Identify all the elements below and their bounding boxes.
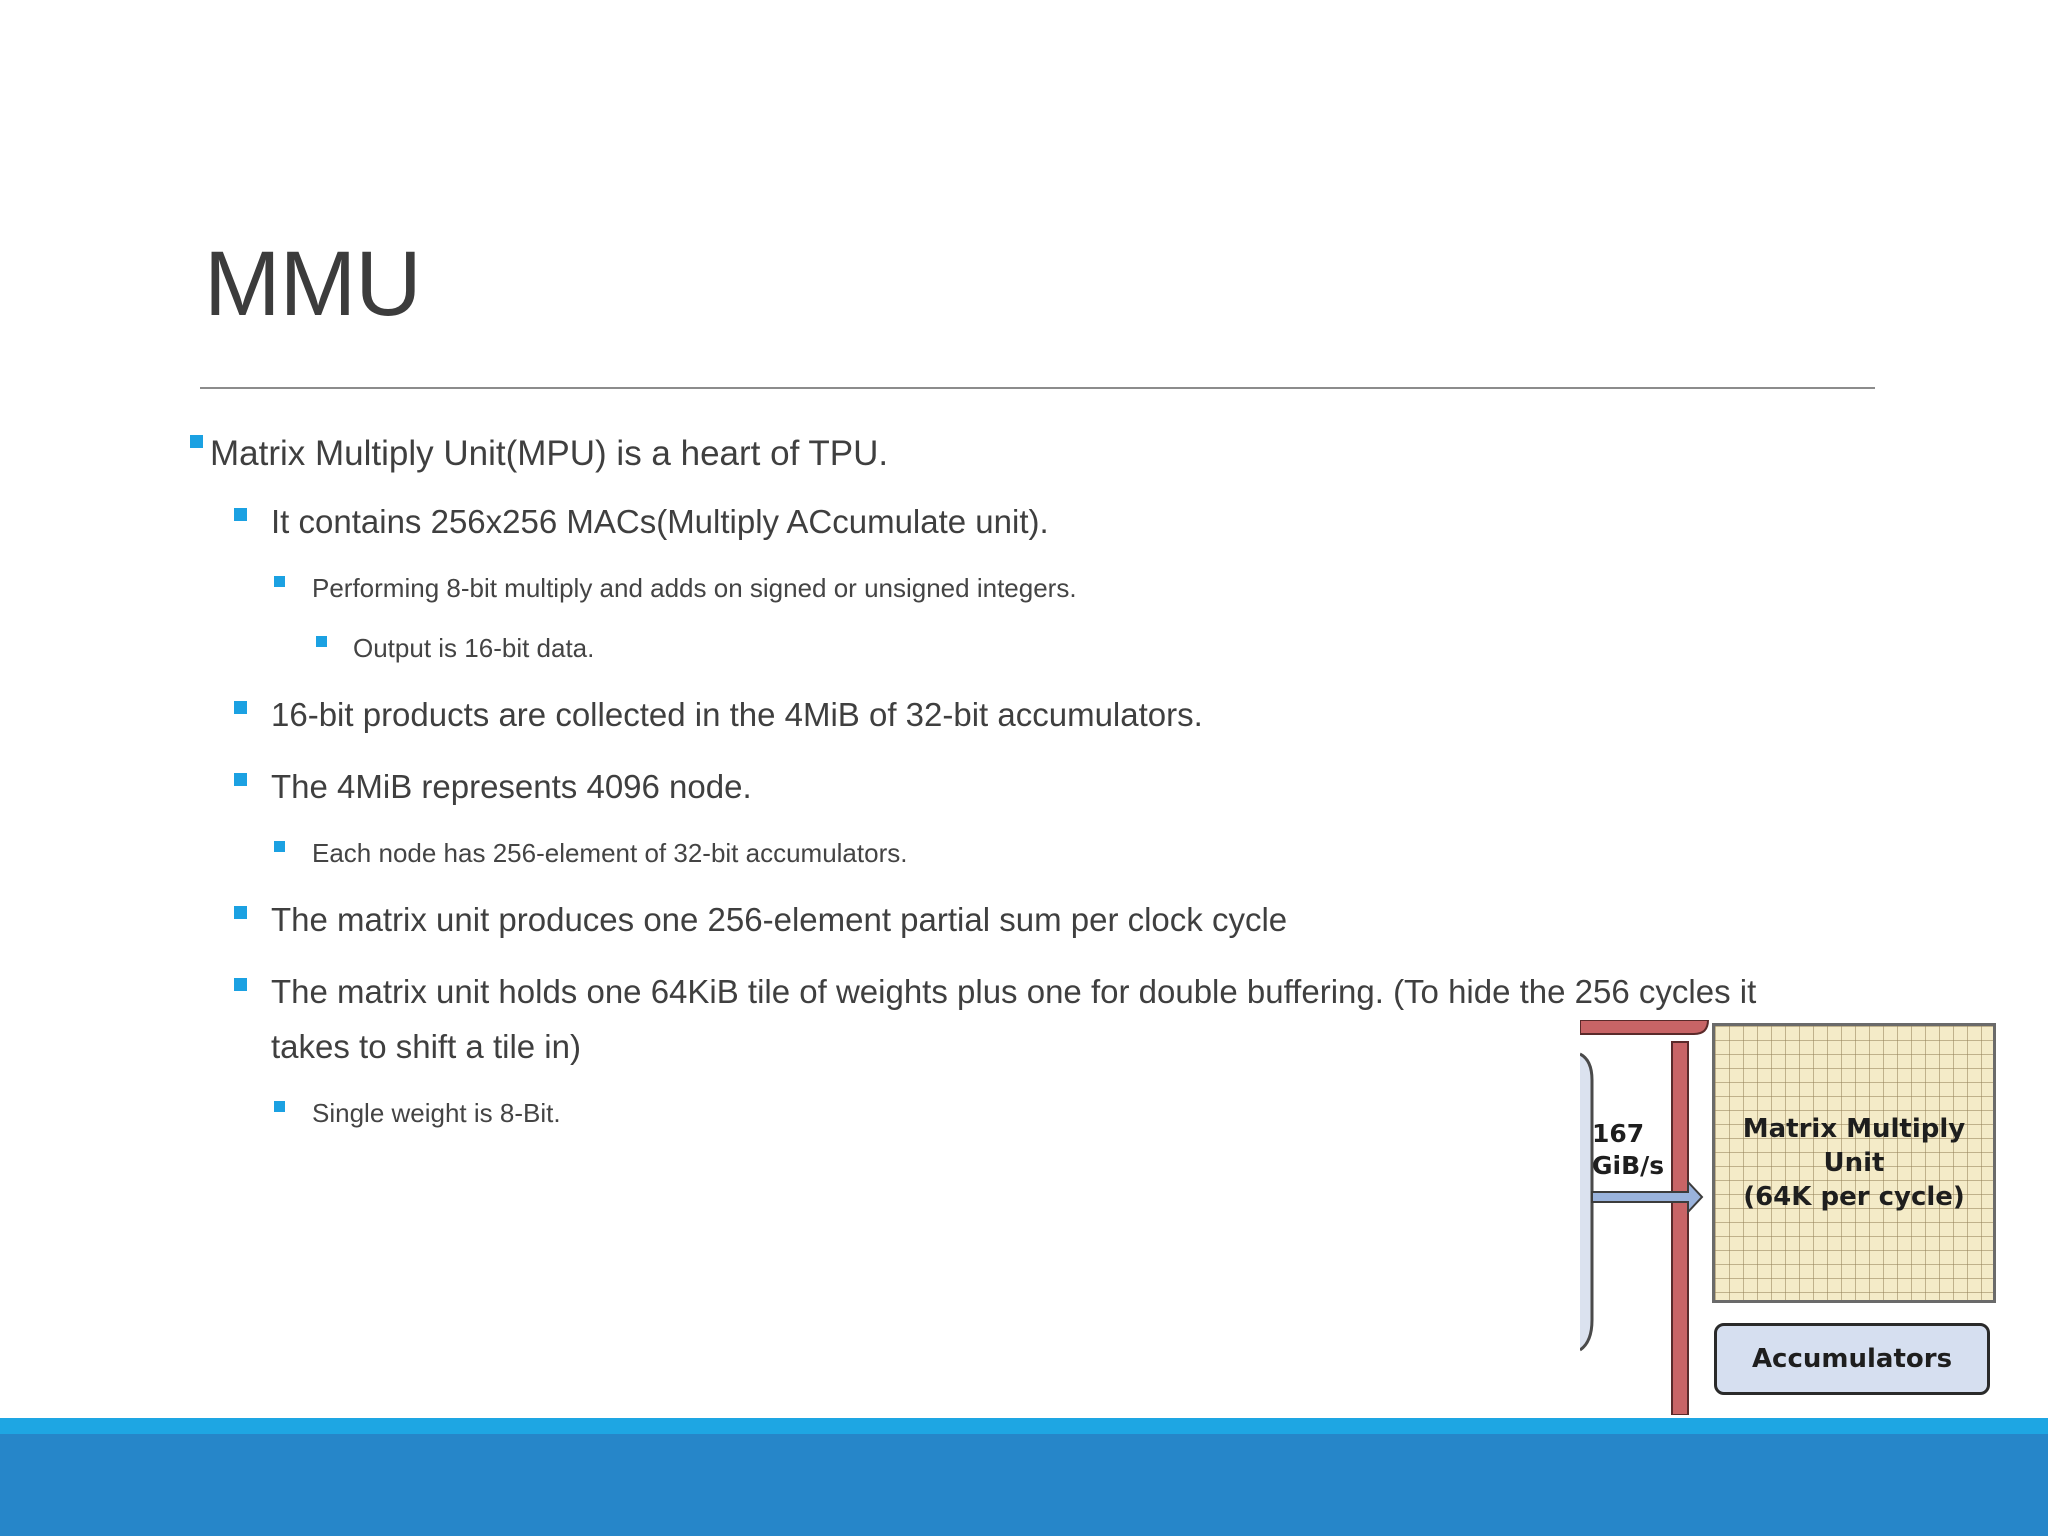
bullet-text: 16-bit products are collected in the 4MiB of 32-bit accumulators. <box>271 696 1203 733</box>
bandwidth-unit: GiB/s <box>1592 1151 1665 1180</box>
bullet-text: The 4MiB represents 4096 node. <box>271 768 752 805</box>
bullet-square-icon <box>190 435 203 448</box>
matrix-multiply-unit-label <box>1712 1112 1996 1214</box>
mmu-label-line: Matrix Multiply <box>1742 1114 1966 1144</box>
bullet-square-icon <box>234 906 247 919</box>
footer-band <box>0 1434 2048 1536</box>
mmu-diagram <box>1580 1020 2000 1415</box>
slide-title: MMU <box>204 233 421 335</box>
bullet-text: Output is 16-bit data. <box>353 633 595 663</box>
left-panel-edge <box>1580 1054 1592 1350</box>
bandwidth-label <box>1592 1118 1664 1182</box>
bullet-text: Performing 8-bit multiply and adds on signed or unsigned integers. <box>312 573 1077 603</box>
bullet-square-icon <box>234 508 247 521</box>
bullet-text-continuation: takes to shift a tile in) <box>271 1028 581 1065</box>
bullet-square-icon <box>234 773 247 786</box>
bullet-square-icon <box>274 576 285 587</box>
bullet-text: Each node has 256-element of 32-bit accumulators. <box>312 838 908 868</box>
bullet-square-icon <box>316 636 327 647</box>
bullet-square-icon <box>234 978 247 991</box>
bullet-square-icon <box>274 841 285 852</box>
bullet-text: The matrix unit holds one 64KiB tile of weights plus one for double buffering. (To hide the 256 cycles it <box>271 973 1757 1010</box>
bullet-text: It contains 256x256 MACs(Multiply ACcumulate unit). <box>271 503 1049 540</box>
vertical-bus <box>1672 1042 1688 1415</box>
mmu-label-line: Unit <box>1823 1148 1885 1178</box>
bullet-square-icon <box>274 1101 285 1112</box>
footer-accent-stripe <box>0 1418 2048 1434</box>
bullet-text: Single weight is 8-Bit. <box>312 1098 561 1128</box>
accumulators-box: Accumulators <box>1714 1323 1990 1395</box>
bullet-text: Matrix Multiply Unit(MPU) is a heart of TPU. <box>210 434 889 473</box>
bullet-text: The matrix unit produces one 256-element partial sum per clock cycle <box>271 901 1288 938</box>
bus-top-segment <box>1580 1020 1708 1034</box>
bandwidth-value: 167 <box>1592 1119 1645 1148</box>
mmu-label-line: (64K per cycle) <box>1743 1182 1965 1212</box>
bullet-square-icon <box>234 701 247 714</box>
